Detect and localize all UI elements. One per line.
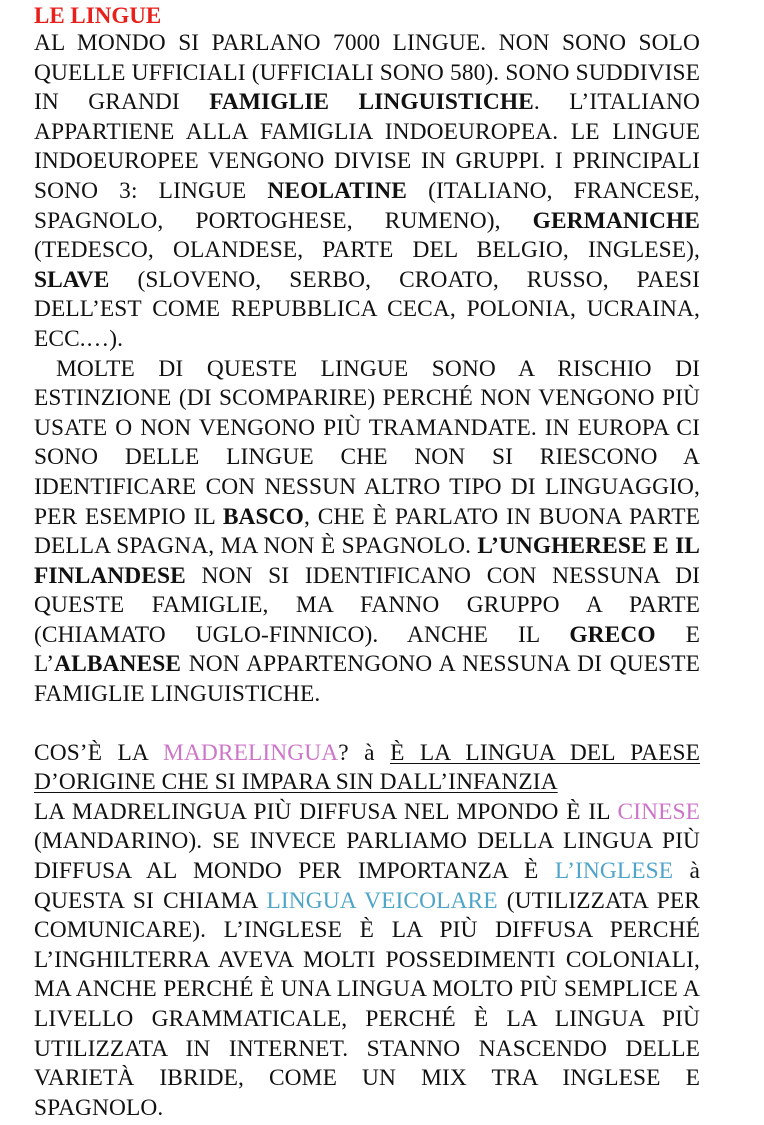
paragraph-endangered-languages [34, 355, 700, 710]
highlight-cinese: CINESE [617, 798, 700, 825]
text-span: (TEDESCO, OLANDESE, PARTE DEL BELGIO, INGLESE), [34, 237, 700, 264]
text-span: ? à [338, 739, 391, 766]
highlight-lingua-veicolare: LINGUA VEICOLARE [266, 887, 498, 914]
text-span: AL MONDO SI PARLANO 7000 LINGUE. NON SONO SOLO QUELLE UFFICIALI (UFFICIALI SONO 580). SONO SUDDIVISE IN GRANDI [34, 30, 700, 116]
bold-term-ungherese-finlandese: L’UNGHERESE E IL FINLANDESE [34, 533, 700, 589]
text-span: . L’ITALIANO APPARTIENE ALLA FAMIGLIA INDOEUROPEA. LE LINGUE INDOEUROPEE VENGONO DIVISE IN GRUPPI. I PRINCIPALI SONO 3: LINGUE [34, 89, 700, 204]
text-span: , CHE È PARLATO IN BUONA PARTE DELLA SPAGNA, MA NON È SPAGNOLO. [34, 503, 700, 560]
text-span: (ITALIANO, FRANCESE, SPAGNOLO, PORTOGHESE, RUMENO), [34, 177, 700, 234]
text-span: E L’ [34, 621, 700, 678]
text-span: NON APPARTENGONO A NESSUNA DI QUESTE FAMIGLIE LINGUISTICHE. [34, 651, 700, 708]
bold-term-basco: BASCO [222, 503, 304, 530]
paragraph-most-spoken [34, 798, 700, 1124]
text-span: (SLOVENO, SERBO, CROATO, RUSSO, PAESI DELL’EST COME REPUBBLICA CECA, POLONIA, UCRAINA, ECC.…). [34, 266, 700, 352]
bold-term-famiglie-linguistiche: FAMIGLIE LINGUISTICHE [209, 89, 534, 116]
bold-term-germaniche: GERMANICHE [532, 207, 700, 234]
highlight-inglese: L’INGLESE [554, 858, 674, 885]
text-span: (UTILIZZATA PER COMUNICARE). L’INGLESE È LA PIÙ DIFFUSA PERCHÉ L’INGHILTERRA AVEVA MOLTI POSSEDIMENTI COLONIALI, MA ANCHE PERCHÉ È UNA LINGUA MOLTO PIÙ SEMPLICE A LIVELLO GRAMMATICALE, PERCHÉ È LA LINGUA PIÙ UTILIZZATA IN INTERNET. STANNO NASCENDO DELLE VARIETÀ IBRIDE, COME UN MIX TRA INGLESE E SPAGNOLO. [34, 887, 700, 1121]
bold-term-slave: SLAVE [34, 266, 110, 293]
paragraph-language-families [34, 29, 700, 355]
underlined-definition: È LA LINGUA DEL PAESE D’ORIGINE CHE SI IMPARA SIN DALL’INFANZIA [34, 739, 700, 796]
paragraph-madrelingua-question [34, 739, 700, 798]
text-span: COS’È LA [34, 739, 164, 766]
page-title: LE LINGUE [34, 3, 162, 28]
text-span: NON SI IDENTIFICANO CON NESSUNA DI QUESTE FAMIGLIE, MA FANNO GRUPPO A PARTE (CHIAMATO UGLO-FINNICO). ANCHE IL [34, 562, 700, 648]
text-span: (MANDARINO). SE INVECE PARLIAMO DELLA LINGUA PIÙ DIFFUSA AL MONDO PER IMPORTANZA È [34, 828, 700, 885]
text-span: LA MADRELINGUA PIÙ DIFFUSA NEL MPONDO È IL [34, 798, 618, 825]
text-span: à QUESTA SI CHIAMA [34, 858, 701, 914]
bold-term-neolatine: NEOLATINE [267, 177, 407, 204]
bold-term-albanese: ALBANESE [54, 651, 182, 678]
text-span: MOLTE DI QUESTE LINGUE SONO A RISCHIO DI ESTINZIONE (DI SCOMPARIRE) PERCHÉ NON VENGONO PIÙ USATE O NON VENGONO PIÙ TRAMANDATE. IN EUROPA CI SONO DELLE LINGUE CHE NON SI RIESCONO A IDENTIFICARE CON NESSUN ALTRO TIPO DI LINGUAGGIO, PER ESEMPIO IL [34, 355, 700, 530]
highlight-madrelingua: MADRELINGUA [163, 739, 339, 766]
bold-term-greco: GRECO [569, 621, 656, 648]
